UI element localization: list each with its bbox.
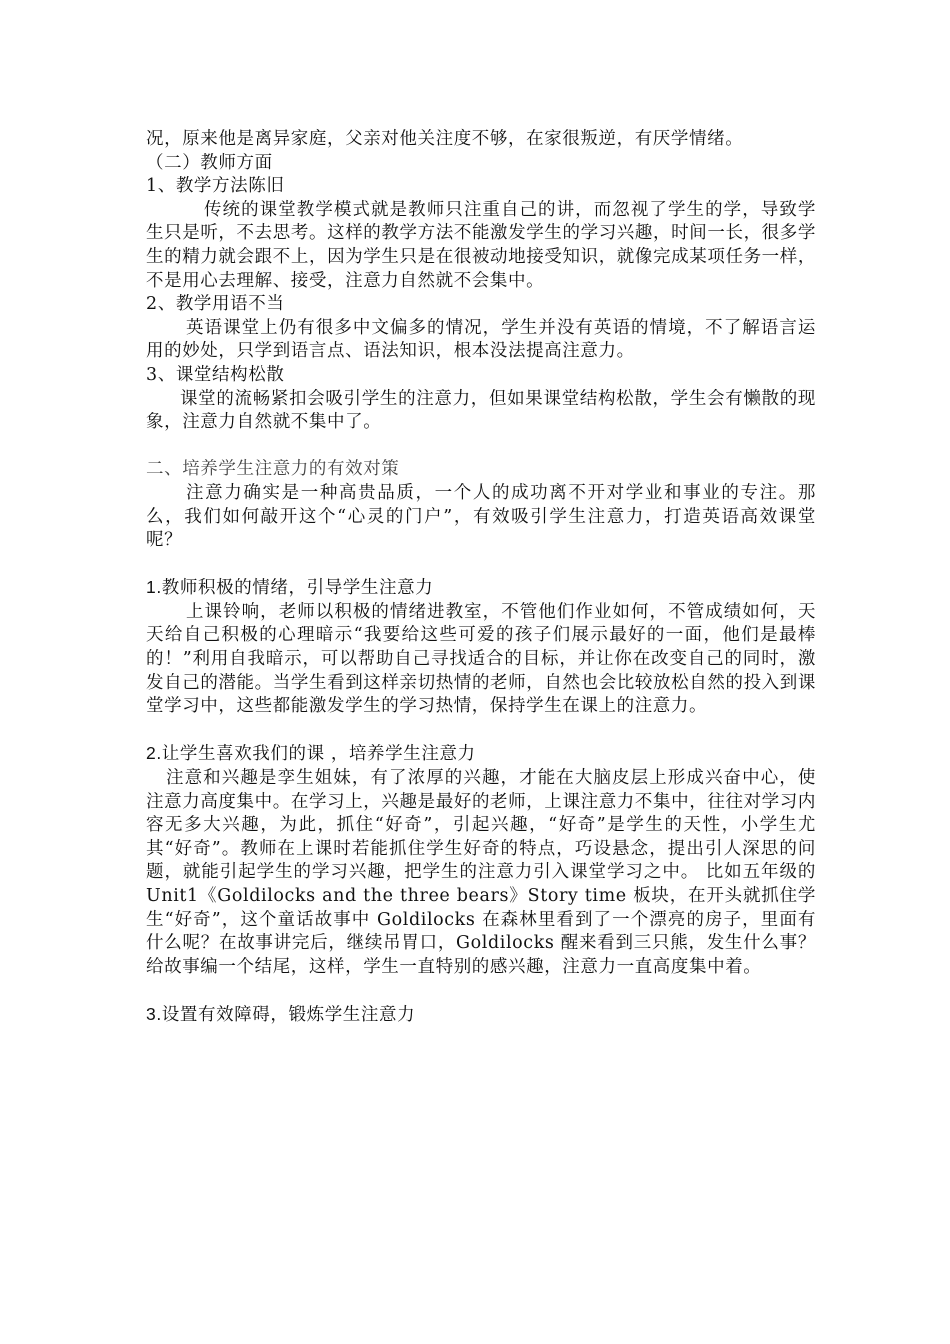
heading-teaching-method: 1、教学方法陈旧 xyxy=(146,176,285,197)
blank-line xyxy=(146,979,816,1003)
heading-text: 设置有效障碍，锻炼学生注意力 xyxy=(161,1004,416,1025)
heading-teaching-language: 2、教学用语不当 xyxy=(146,294,285,315)
paragraph-class-structure: 课堂的流畅紧扣会吸引学生的注意力，但如果课堂结构松散，学生会有懒散的现象，注意力自然就不集中了。 xyxy=(146,388,816,433)
blank-line xyxy=(146,435,816,459)
heading-text: 让学生喜欢我们的课 ，培养学生注意力 xyxy=(161,744,476,765)
heading-strategies: 二、培养学生注意力的有效对策 xyxy=(146,459,400,480)
heading-text: 教师积极的情绪，引导学生注意力 xyxy=(161,578,434,599)
heading-class-structure: 3、课堂结构松散 xyxy=(146,364,285,385)
paragraph-teaching-method: 传统的课堂教学模式就是教师只注重自己的讲，而忽视了学生的学，导致学生只是听，不去思考。这样的教学方法不能激发学生的学习兴趣，时间一长，很多学生的精力就会跟不上，因为学生只是在很被动地接受知识，就像完成某项任务一样，不是用心去理解、接受，注意力自然就不会集中。 xyxy=(146,199,816,291)
heading-strategy-1 xyxy=(146,576,816,601)
blank-line xyxy=(146,553,816,577)
heading-number: 2. xyxy=(146,743,162,764)
paragraph-strategy-2: 注意和兴趣是孪生姐妹，有了浓厚的兴趣，才能在大脑皮层上形成兴奋中心，使注意力高度集中。在学习上，兴趣是最好的老师，上课注意力不集中，往往对学习内容无多大兴趣，为此，抓住“好奇”，引起兴趣，“好奇”是学生的天性，小学生尤其“好奇”。教师在上课时若能抓住学生好奇的特点，巧设悬念，提出引人深思的问题，就能引起学生的学习兴趣，把学生的注意力引入课堂学习之中。 比如五年级的 Unit1《Goldilocks and the three bears》Story time 板块，在开头就抓住学生“好奇”，这个童话故事中 Goldilocks 在森林里看到了一个漂亮的房子，里面有什么呢？在故事讲完后，继续吊胃口，Goldilocks 醒来看到三只熊，发生什么事？给故事编一个结尾，这样，学生一直特别的感兴趣，注意力一直高度集中着。 xyxy=(146,768,816,977)
heading-strategy-3 xyxy=(146,1003,816,1028)
document-page xyxy=(146,128,816,1028)
heading-teacher-aspect: （二）教师方面 xyxy=(146,152,273,173)
paragraph-strategy-1: 上课铃响，老师以积极的情绪进教室，不管他们作业如何，不管成绩如何，天天给自己积极的心理暗示“我要给这些可爱的孩子们展示最好的一面，他们是最棒的！”利用自我暗示，可以帮助自己寻找适合的目标，并让你在改变自己的同时，激发自己的潜能。当学生看到这样亲切热情的老师，自然也会比较放松自然的投入到课堂学习中，这些都能激发学生的学习热情，保持学生在课上的注意力。 xyxy=(146,601,816,717)
paragraph-strategies: 注意力确实是一种高贵品质，一个人的成功离不开对学业和事业的专注。那么，我们如何敲开这个“心灵的门户”，有效吸引学生注意力，打造英语高效课堂呢？ xyxy=(146,482,816,551)
blank-line xyxy=(146,719,816,743)
paragraph-continued: 况，原来他是离异家庭，父亲对他关注度不够，在家很叛逆，有厌学情绪。 xyxy=(146,129,744,149)
heading-number: 1. xyxy=(146,577,162,598)
heading-strategy-2 xyxy=(146,742,816,767)
heading-number: 3. xyxy=(146,1003,162,1024)
paragraph-teaching-language: 英语课堂上仍有很多中文偏多的情况，学生并没有英语的情境，不了解语言运用的妙处，只学到语言点、语法知识，根本没法提高注意力。 xyxy=(146,317,816,362)
